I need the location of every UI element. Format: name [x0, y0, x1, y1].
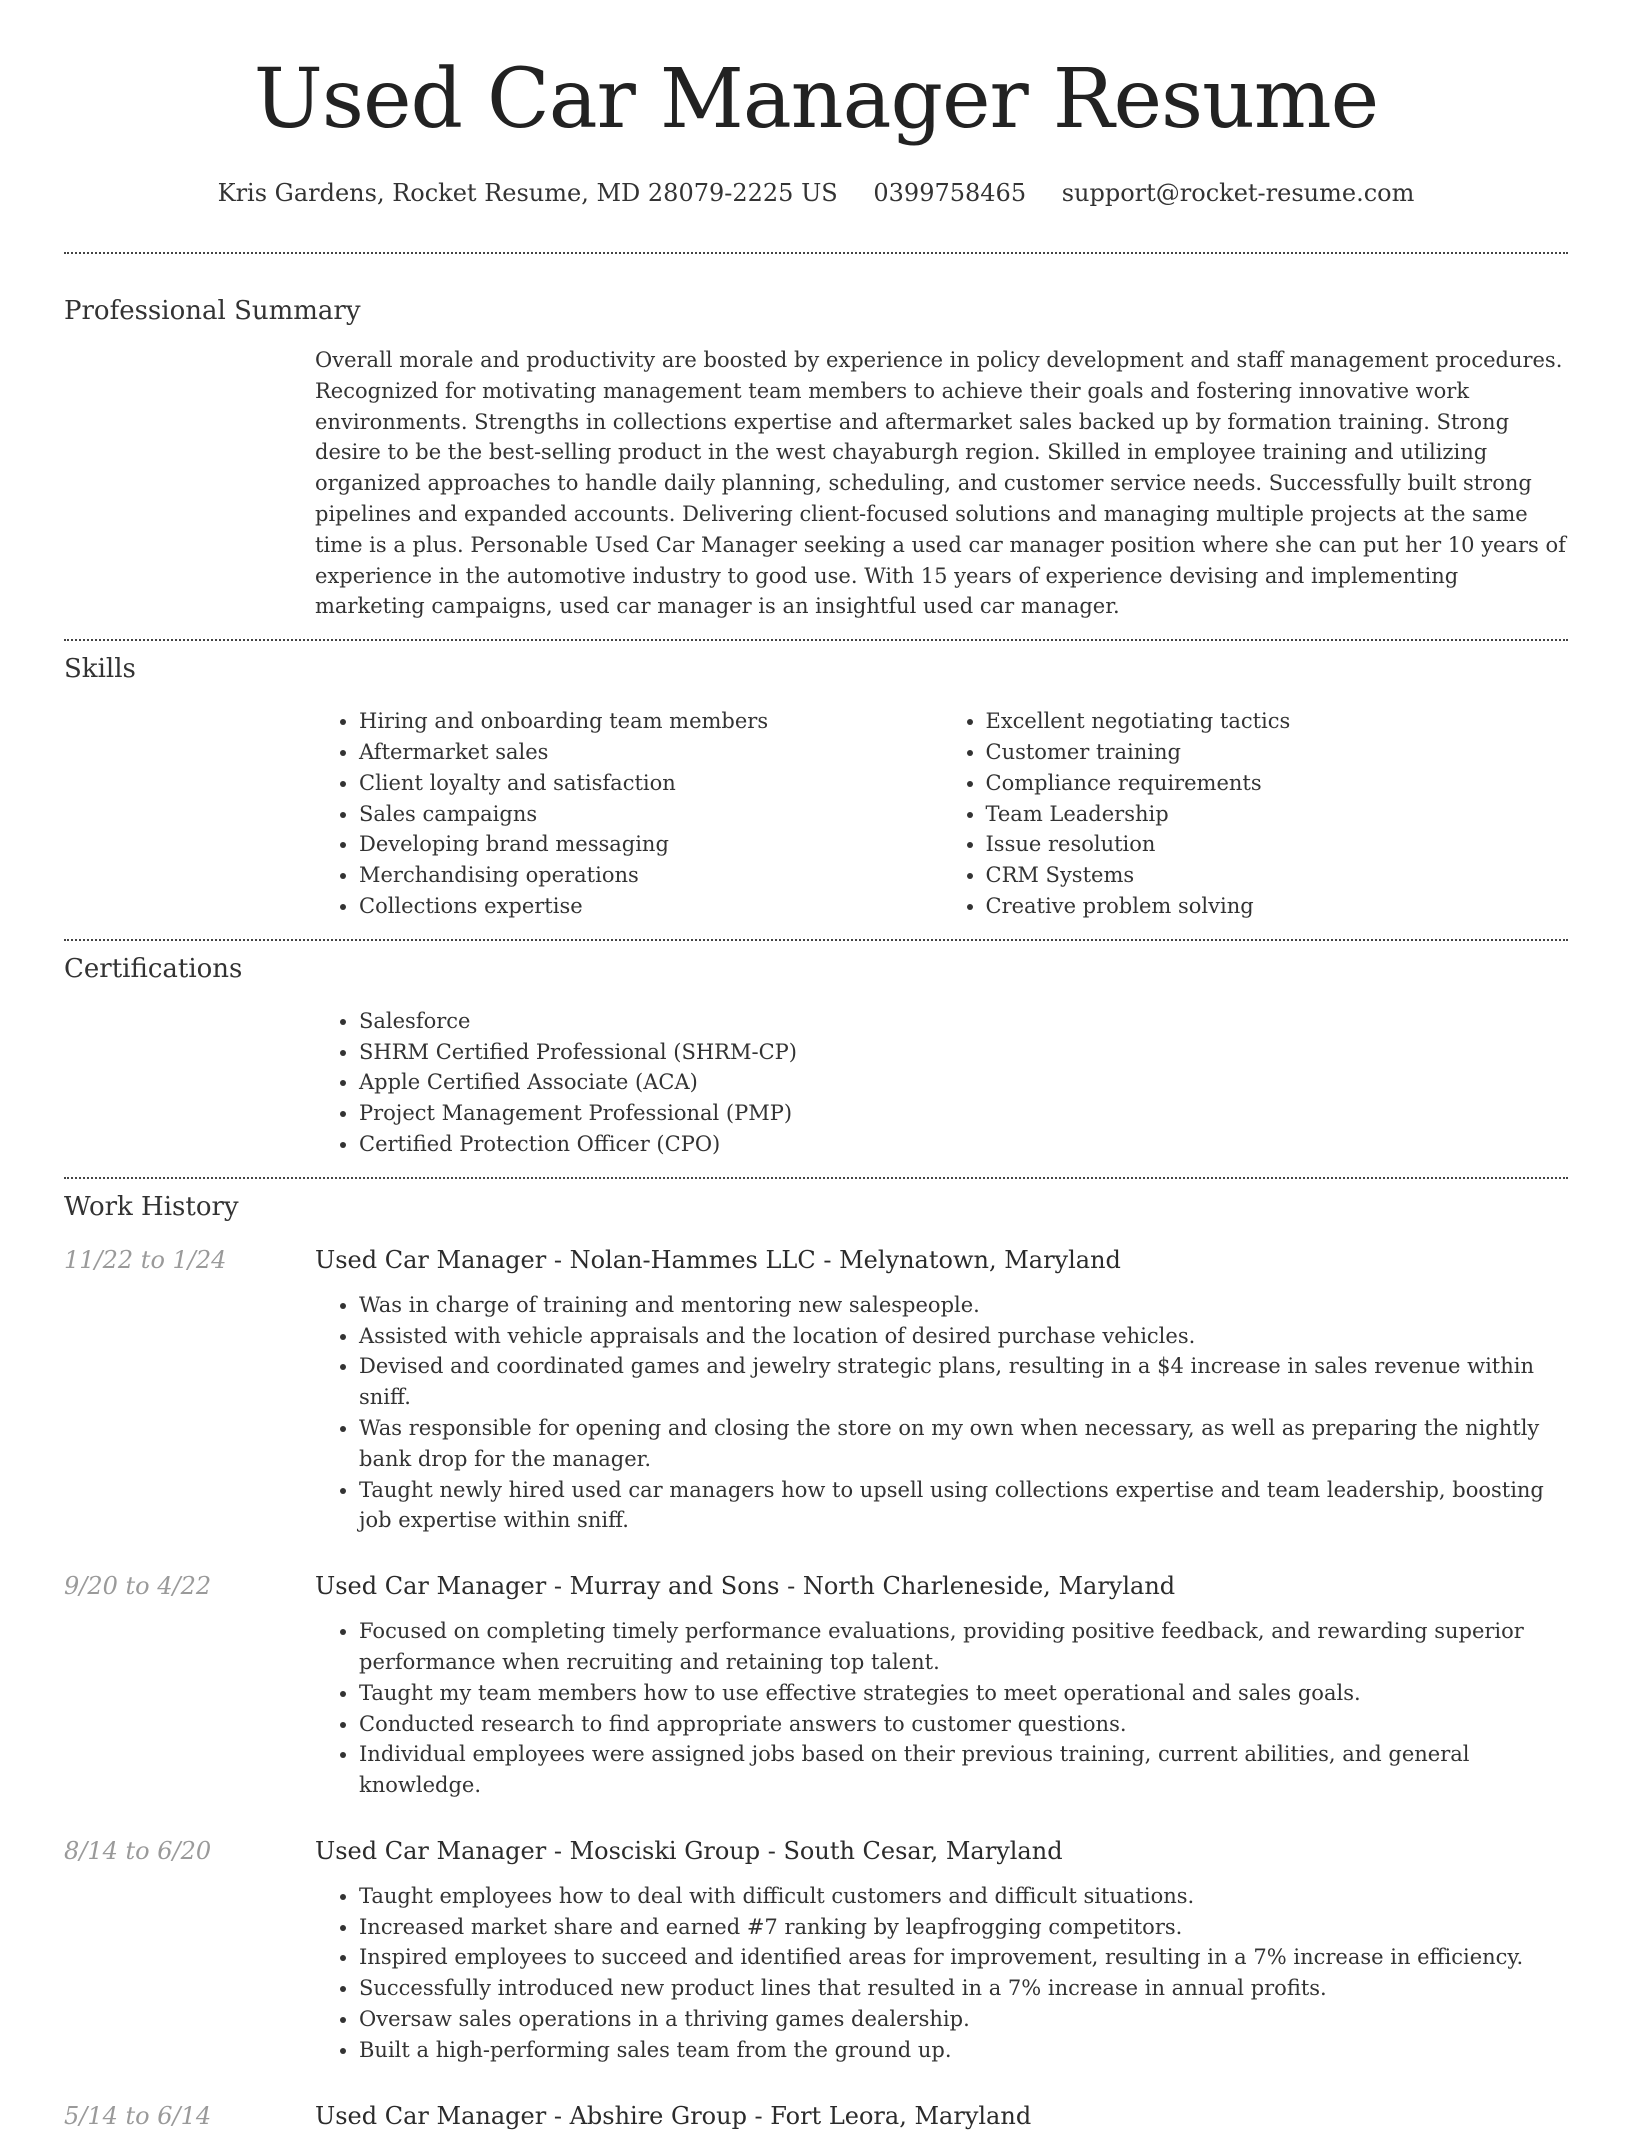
- job-header: [0, 1246, 1632, 1274]
- certification-item: • Apple Certified Associate (ACA): [359, 1067, 1568, 1098]
- skill-item: • Hiring and onboarding team members: [359, 706, 942, 737]
- contact-address: Kris Gardens, Rocket Resume, MD 28079-2225 US: [217, 179, 838, 207]
- job-duty-item: • Focused on completing timely performance evaluations, providing positive feedback, and rewarding superior performance when recruiting and retaining top talent.: [359, 1616, 1568, 1678]
- job-duty-item: • Built a high-performing sales team from the ground up.: [359, 2035, 1568, 2066]
- job-duty-item: • Increased market share and earned #7 ranking by leapfrogging competitors.: [359, 1912, 1568, 1943]
- section-divider: [64, 639, 1568, 641]
- job-entry: [0, 1246, 1632, 1536]
- job-duties: [315, 1290, 1568, 1536]
- job-duty-item: • Oversaw sales operations in a thriving games dealership.: [359, 2004, 1568, 2035]
- certification-item: • Certified Protection Officer (CPO): [359, 1129, 1568, 1160]
- skill-item: • CRM Systems: [986, 860, 1569, 891]
- job-title: Used Car Manager - Abshire Group - Fort Leora, Maryland: [315, 2101, 1032, 2130]
- skills-section: [315, 706, 1568, 922]
- skill-item: • Creative problem solving: [986, 891, 1569, 922]
- summary-section: [315, 345, 1568, 622]
- certification-item: • Project Management Professional (PMP): [359, 1098, 1568, 1129]
- job-duties-list: [315, 1881, 1568, 2066]
- skill-item: • Collections expertise: [359, 891, 942, 922]
- job-duty-item: • Inspired employees to succeed and identified areas for improvement, resulting in a 7% increase in efficiency.: [359, 1942, 1568, 1973]
- job-duty-item: • Taught employees how to deal with difficult customers and difficult situations.: [359, 1881, 1568, 1912]
- section-divider: [64, 1177, 1568, 1179]
- certifications-heading: Certifications: [64, 953, 243, 984]
- certifications-list: [315, 1006, 1568, 1160]
- skill-item: • Issue resolution: [986, 829, 1569, 860]
- job-header: [0, 1837, 1632, 1865]
- job-duties-list: [315, 1616, 1568, 1801]
- section-divider: [64, 939, 1568, 941]
- job-dates: 9/20 to 4/22: [64, 1572, 212, 1601]
- job-header: [0, 2102, 1632, 2130]
- skill-item: • Customer training: [986, 737, 1569, 768]
- summary-heading: Professional Summary: [64, 296, 361, 326]
- certification-item: • Salesforce: [359, 1006, 1568, 1037]
- skill-item: • Developing brand messaging: [359, 829, 942, 860]
- section-divider: [64, 252, 1568, 254]
- skill-item: • Merchandising operations: [359, 860, 942, 891]
- job-title: Used Car Manager - Mosciski Group - South Cesar, Maryland: [315, 1836, 1063, 1865]
- job-duty-item: • Conducted research to find appropriate answers to customer questions.: [359, 1709, 1568, 1740]
- job-entry: [0, 1837, 1632, 2066]
- skills-heading: Skills: [64, 654, 136, 685]
- skill-item: • Compliance requirements: [986, 768, 1569, 799]
- skill-item: • Aftermarket sales: [359, 737, 942, 768]
- job-duties-list: [315, 1290, 1568, 1536]
- job-title: Used Car Manager - Nolan-Hammes LLC - Melynatown, Maryland: [315, 1245, 1121, 1274]
- contact-email: support@rocket-resume.com: [1061, 179, 1415, 207]
- job-duties: [315, 1881, 1568, 2066]
- skills-list-right: [942, 706, 1569, 922]
- skill-item: • Excellent negotiating tactics: [986, 706, 1569, 737]
- job-duty-item: • Devised and coordinated games and jewelry strategic plans, resulting in a $4 increase in sales revenue within sniff.: [359, 1351, 1568, 1413]
- job-duty-item: • Assisted with vehicle appraisals and the location of desired purchase vehicles.: [359, 1321, 1568, 1352]
- work-heading: Work History: [64, 1191, 239, 1222]
- skill-item: • Team Leadership: [986, 799, 1569, 830]
- skill-item: • Sales campaigns: [359, 799, 942, 830]
- job-entry: [0, 1572, 1632, 1801]
- job-duties: [315, 1616, 1568, 1801]
- certifications-section: [315, 1006, 1568, 1160]
- job-duty-item: • Was in charge of training and mentoring new salespeople.: [359, 1290, 1568, 1321]
- resume-title: Used Car Manager Resume: [253, 52, 1379, 147]
- job-title: Used Car Manager - Murray and Sons - North Charleneside, Maryland: [315, 1572, 1176, 1601]
- certification-item: • SHRM Certified Professional (SHRM-CP): [359, 1037, 1568, 1068]
- job-duty-item: • Was responsible for opening and closing the store on my own when necessary, as well as preparing the nightly bank drop for the manager.: [359, 1413, 1568, 1475]
- work-history-section: [0, 1246, 1632, 2130]
- skills-list-left: [315, 706, 942, 922]
- job-dates: 11/22 to 1/24: [64, 1245, 227, 1274]
- job-duty-item: • Successfully introduced new product lines that resulted in a 7% increase in annual profits.: [359, 1973, 1568, 2004]
- summary-text: Overall morale and productivity are boosted by experience in policy development and staff management procedures. Recognized for motivating management team members to achieve their goals and fostering innovative work environments. Strengths in collections expertise and aftermarket sales backed up by formation training. Strong desire to be the best-selling product in the west chayaburgh region. Skilled in employee training and utilizing organized approaches to handle daily planning, scheduling, and customer service needs. Successfully built strong pipelines and expanded accounts. Delivering client-focused solutions and managing multiple projects at the same time is a plus. Personable Used Car Manager seeking a used car manager position where she can put her 10 years of experience in the automotive industry to good use. With 15 years of experience devising and implementing marketing campaigns, used car manager is an insightful used car manager.: [315, 348, 1566, 619]
- job-dates: 5/14 to 6/14: [64, 2101, 212, 2130]
- job-header: [0, 1572, 1632, 1600]
- job-duty-item: • Individual employees were assigned jobs based on their previous training, current abilities, and general knowledge.: [359, 1739, 1568, 1801]
- skill-item: • Client loyalty and satisfaction: [359, 768, 942, 799]
- contact-phone: 0399758465: [873, 179, 1027, 207]
- job-entry: [0, 2102, 1632, 2130]
- job-duty-item: • Taught newly hired used car managers how to upsell using collections expertise and team leadership, boosting job expertise within sniff.: [359, 1475, 1568, 1537]
- job-duty-item: • Taught my team members how to use effective strategies to meet operational and sales goals.: [359, 1678, 1568, 1709]
- job-dates: 8/14 to 6/20: [64, 1836, 212, 1865]
- contact-line: [0, 178, 1632, 208]
